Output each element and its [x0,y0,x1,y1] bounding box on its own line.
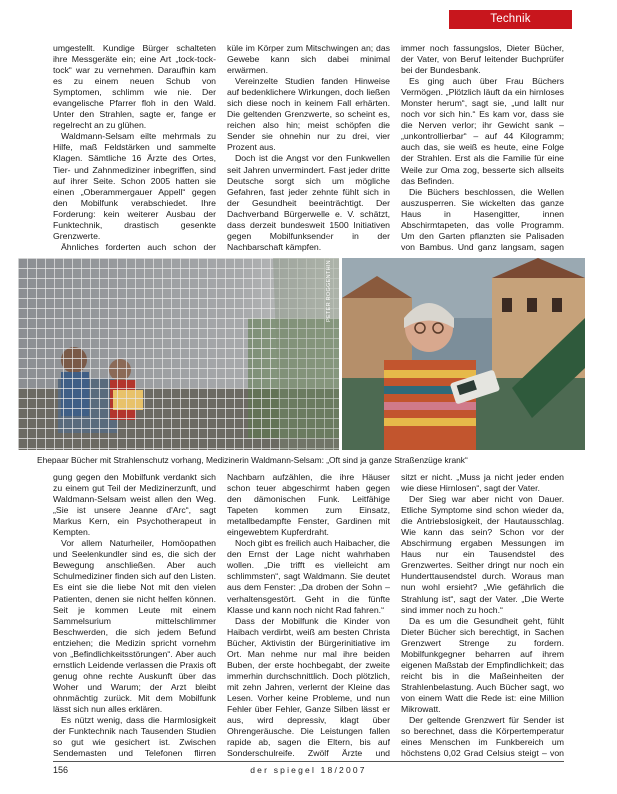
magazine-footer: der spiegel 18/2007 [250,765,367,775]
section-label: Technik [449,10,572,29]
article-paragraph: immer noch fassungslos, Dieter Bücher, der Vater, von Beruf leitender Buchprüfer bei der Bundesbank. [401,43,564,76]
article-column-1-bottom [53,472,216,758]
article-column-2-bottom [227,472,390,758]
article-paragraph: sitzt er nicht. „Muss ja nicht jeder enden wie diese Hirnlosen“, sagt der Vater. [401,472,564,494]
article-paragraph: Es nützt wenig, dass die Harmlosigkeit der Funktechnik nach Tausenden Studien so gut wie gesichert ist. Zwischen Sendemasten und Telefonen flirren [53,715,216,758]
article-paragraph: Die Büchers beschlossen, die Wellen auszusperren. Sie wickelten das ganze Haus in Hasengitter, innen Abschirmtapeten, das volle Programm. Um den Garten pflanzten sie Palisaden von Bambus. Und ganz langsam, sagen [401,186,564,252]
article-paragraph: Doch ist die Angst vor den Funkwellen seit Jahren unvermindert. Fast jeder dritte Deutsche sorgt sich um mögliche Gefahren, fast jeder zehnte fühlt sich in der Gesundheit beeinträchtigt. Der Dachverband Bürgerwelle e. V. schätzt, dass derzeit bundesweit 1500 Initiativen gegen Mobilfunksender in der Nachbarschaft kämpfen. [227,153,390,252]
photo-credit: PETER ROGGENTHIN / DER SPIEGEL [326,214,332,322]
photo-waldmann-selsam [342,258,585,450]
article-paragraph: Vereinzelte Studien fanden Hinweise auf bedenklichere Wirkungen, doch ließen sich diese noch in keinem Fall erhärten. Die geltenden Grenzwerte, so scheint es, reichen also hin; meist schöpfen die Sender sie ohnehin nur zu drei, vier Prozent aus. [227,76,390,153]
article-paragraph: Ähnliches forderten auch schon der [61,241,216,252]
article-paragraph: Der Sieg war aber nicht von Dauer. Etliche Symptome sind schon wieder da, die Antriebslosigkeit, der Hautausschlag. Wie kann das sein? Schon vor der Abschirmung ergaben Messungen im Haus nur ein Tausendstel des Grenzwertes. Seither dringt nur noch ein Hunderttausendstel durch. Woraus man nun wohl ersieht? „Wie gefährlich die Strahlung ist“, sagt der Vater. „Die Werte sind immer noch zu hoch.“ [401,494,564,615]
photo-caption: Ehepaar Bücher mit Strahlenschutz vorhang, Medizinerin Waldmann-Selsam: „Oft sind ja ganze Straßenzüge krank“ [37,455,468,465]
article-paragraph: küle im Körper zum Mitschwingen an; das Gewebe kann sich dabei minimal erwärmen. [227,43,390,76]
article-column-3-top [401,43,564,253]
article-paragraph: Dass der Mobilfunk die Kinder von Haibach verdirbt, weiß am besten Christa Bücher, Aktivistin der Bürgerinitiative im Ort. Man nehme nur mal ihre beiden Buben, der erste hochbegabt, der zweite immerhin durchschnittlich. Doch plötzlich, mit zehn Jahren, verlernt der Kleine das Lesen. Vorher keine Probleme, und nun Fehler über Fehler, Ganze Silben lässt er aus, wird depressiv, klagt über Ohrengeräusche. Die Leistungen fallen rapide ab, sagen die Eltern, bis auf Sonderschulreife. Zwölf Ärzte und [227,615,390,758]
article-paragraph: gung gegen den Mobilfunk verdankt sich zu einem gut Teil der Medizinerzunft, und Waldmann-Selsam weist allen den Weg. „Sie ist unsere Jeanne d'Arc“, sagt Markus Kern, ein Psychotherapeut in Kempten. [53,472,216,538]
article-column-1-top [53,43,216,253]
article-paragraph: Vor allem Naturheiler, Homöopathen und Seelenkundler sind es, die sich der Bewegung anschließen. Aber auch Schulmediziner finden sich auf den Listen. Es eint sie die liebe Not mit den vielen Patienten, denen sie nicht helfen können. Seit je kommen Leute mit einem Sammelsurium mittelschlimmer Beschwerden, die sich jedem Befund entziehen; die Medizin spricht vornehm von „Befindlichkeitsstörungen“. Aber auch ernstlich Leidende verlassen die Praxis oft genug ohne rechte Auskunft über das Woher und Warum; der Arzt bleibt ohnmächtig zurück. Mit dem Mobilfunk lässt sich nun alles erklären. [53,538,216,714]
article-paragraph: Der geltende Grenzwert für Sender ist so berechnet, dass die Körpertemperatur eines Menschen im Funkbereich um höchstens 0,02 Grad Celsius steigt – von [401,715,564,758]
article-column-2-top [227,43,390,253]
article-paragraph: Waldmann-Selsam eilte mehrmals zu Hilfe, maß Feldstärken und sammelte Klagen. Sämtliche 16 Ärzte des Ortes, Tier- und Zahnmediziner inbegriffen, sind auf ihrer Seite. Schon 2005 hatten sie einen „Oberammergauer Appell“ gegen den Mobilfunk verabschiedet. Ihre Forderung: kein weiterer Ausbau der Funktechnik, drastisch gesenkte Grenzwerte. [53,131,216,241]
page-number: 156 [53,765,69,775]
photo-strip [18,258,585,450]
article-paragraph: umgestellt. Kundige Bürger schalteten ihre Messgeräte ein; eine Art „tock-tock-tock“ war zu vernehmen. Daraufhin kam es zu einem neuen Schub von Symptomen, schlimm wie nie. Der evangelische Pfarrer floh in den Wald. Unter den Strahlen, sagte er, fange er regelrecht an zu glühen. [53,43,216,131]
footer-rule [53,761,564,762]
article-column-3-bottom [401,472,564,758]
photo-buecher-couple [18,258,339,450]
article-paragraph: Noch gibt es freilich auch Haibacher, die den Ernst der Lage nicht wahrhaben wollen. „Die trifft es vielleicht am schlimmsten“, sagt Waldmann. Sie deutet aus dem Fenster: „Da droben der Sohn – verhaltensgestört. Geht in die fünfte Klasse und kann noch nicht Rad fahren.“ [227,538,390,615]
article-paragraph: Da es um die Gesundheit geht, fühlt Dieter Bücher sich berechtigt, in Sachen Grenzwert Strenge zu fordern. Mobilfunkgegner beharren auf ihrem eigenen Maßstab der Empfindlichkeit; das reicht bis in die Maßeinheiten der Strahlenbelastung. Auch Bücher sagt, wo von einem Watt die Rede ist: eine Million Mikrowatt. [401,615,564,714]
article-paragraph: Nachbarn aufzählen, die ihre Häuser schon teuer abgeschirmt haben gegen den dämonischen Funk. Leitfähige Tapeten kommen zum Einsatz, metallbedampfte Fenster, Gardinen mit eingewebtem Kupferdraht. [227,472,390,538]
article-paragraph: Es ging auch über Frau Büchers Vermögen. „Plötzlich läuft da ein hirnloses Monster herum“, sagt sie, „und lallt nur noch vor sich hin.“ Es kam vor, dass sie die Nerven verlor; ihr Gewicht sank – „unkontrollierbar“ – auf 44 Kilogramm; auch das, sie weiß es heute, eine Folge der Strahlen. Erst als die Familie für eine Weile zur Oma zog, besserte sich allseits das Befinden. [401,76,564,186]
